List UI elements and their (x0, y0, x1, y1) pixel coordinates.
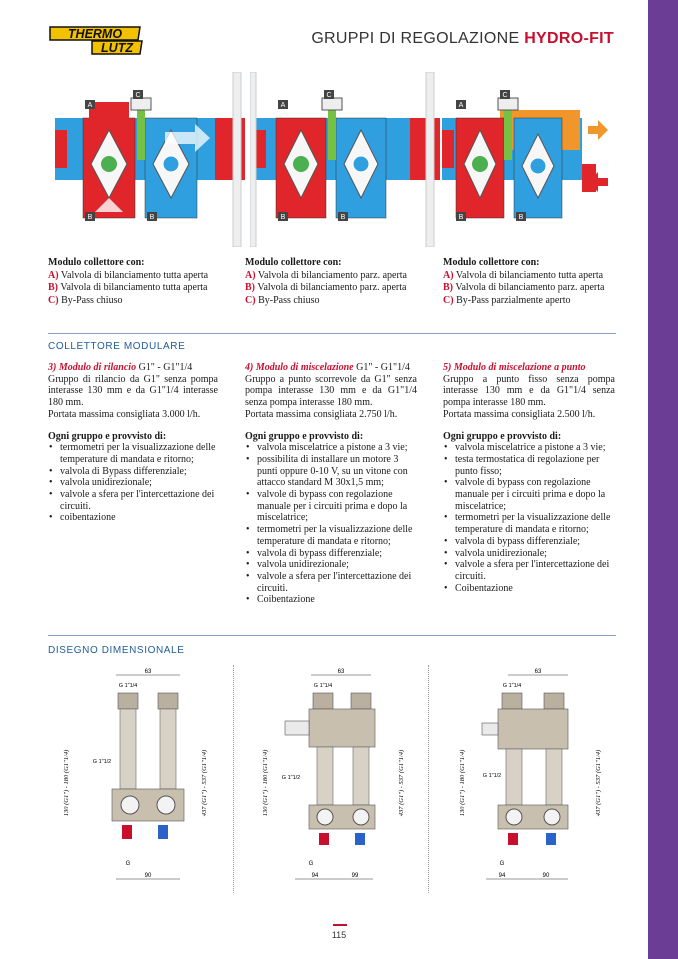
svg-text:G 1"1/4: G 1"1/4 (118, 683, 138, 689)
svg-text:437 (G1") - 537 (G1"1/4): 437 (G1") - 537 (G1"1/4) (201, 749, 208, 817)
svg-text:G 1"1/4: G 1"1/4 (313, 683, 333, 689)
svg-text:B: B (87, 214, 93, 221)
section-title-disegno: DISEGNO DIMENSIONALE (48, 645, 185, 656)
svg-text:130 (G1") - 180 (G1"1/4): 130 (G1") - 180 (G1"1/4) (63, 749, 70, 817)
module-caption-3: Modulo collettore con: A) Valvola di bilanciamento tutta aperta B) Valvola di bilanciamento parz. aperta C) By-Pass parzialmente aperto (443, 257, 605, 307)
dimension-drawing-1 (56, 665, 216, 897)
svg-text:B: B (458, 214, 464, 221)
svg-text:99: 99 (351, 873, 359, 879)
svg-text:90: 90 (144, 873, 152, 879)
svg-text:G: G (499, 861, 505, 867)
product-4: 4) Modulo di miscelazione G1" - G1"1/4 Gruppo a punto scorrevole da G1" senza pompa interasse 130 mm e da G1"1/4 senza pompa interasse 180 mm. Portata massima consigliata 2.750 l/h. Ogni gruppo e provvisto di: • valvola miscelatrice a pistone a 3 vie; • possibilita di installare un motore 3 punti oppure 0-10 V, su un vitone con attacco standard M 30x1,5 mm; • valvole di bypass con regolazione manuale per i circuiti prima e dopo la miscelatrice; • termometri per la visualizzazione delle temperature di mandata e ritorno; • valvola di bypass differenziale; • valvola unidirezionale; • valvole a sfera per l'intercettazione dei circuiti. • Coibentazione (245, 362, 417, 606)
svg-text:94: 94 (498, 873, 506, 879)
svg-text:B: B (149, 214, 155, 221)
svg-text:B: B (280, 214, 286, 221)
svg-text:B: B (518, 214, 524, 221)
svg-text:G 1"1/2: G 1"1/2 (281, 775, 301, 781)
dimension-drawing-2 (255, 665, 415, 897)
module-caption-2: Modulo collettore con: A) Valvola di bilanciamento parz. aperta B) Valvola di bilanciamento parz. aperta C) By-Pass chiuso (245, 257, 407, 307)
svg-text:63: 63 (534, 669, 542, 675)
svg-text:C: C (326, 92, 332, 99)
sidebar-band (648, 0, 678, 959)
svg-text:A: A (458, 102, 464, 109)
schematic-3 (442, 72, 614, 247)
svg-text:90: 90 (542, 873, 550, 879)
schematic-1 (55, 72, 245, 247)
svg-text:G: G (125, 861, 131, 867)
svg-text:130 (G1") - 180 (G1"1/4): 130 (G1") - 180 (G1"1/4) (459, 749, 466, 817)
module-caption-1: Modulo collettore con: A) Valvola di bilanciamento tutta aperta B) Valvola di bilanciamento tutta aperta C) By-Pass chiuso (48, 257, 209, 307)
svg-text:A: A (280, 102, 286, 109)
section-title-collettore: COLLETTORE MODULARE (48, 341, 186, 352)
svg-text:B: B (340, 214, 346, 221)
svg-text:63: 63 (144, 669, 152, 675)
svg-text:437 (G1") - 537 (G1"1/4): 437 (G1") - 537 (G1"1/4) (595, 749, 602, 817)
drawing-divider (233, 665, 234, 893)
product-5: 5) Modulo di miscelazione a punto Gruppo a punto fisso senza pompa interasse 130 mm e da G1"1/4 senza pompa interasse 180 mm. Portata massima consigliata 2.500 l/h. Ogni gruppo e provvisto di: • valvola miscelatrice a pistone a 3 vie; • testa termostatica di regolazione per punto fisso; • valvole di bypass con regolazione manuale per i circuiti prima e dopo la miscelatrice; • termometri per la visualizzazione delle temperature di mandata e ritorno; • valvola di bypass differenziale; • valvola unidirezionale; • valvole a sfera per l'intercettazione dei circuiti. • Coibentazione (443, 362, 615, 594)
svg-text:G 1"1/4: G 1"1/4 (502, 683, 522, 689)
svg-text:G: G (308, 861, 314, 867)
product-3: 3) Modulo di rilancio G1" - G1"1/4 Gruppo di rilancio da G1" senza pompa interasse 130 mm e da G1"1/4 interasse 180 mm. Portata massima consigliata 3.000 l/h. Ogni gruppo e provvisto di: • termometri per la visualizzazione delle temperature di mandata e ritorno; • valvola di Bypass differenziale; • valvola unidirezionale; • valvole a sfera per l'intercettazione dei circuiti. • coibentazione (48, 362, 218, 524)
page-number-mark (333, 924, 347, 926)
svg-text:LUTZ: LUTZ (101, 41, 133, 55)
svg-text:C: C (502, 92, 508, 99)
svg-text:63: 63 (337, 669, 345, 675)
page-title: GRUPPI DI REGOLAZIONE HYDRO-FIT (311, 30, 614, 47)
svg-text:A: A (87, 102, 93, 109)
svg-text:94: 94 (311, 873, 319, 879)
schematic-2 (250, 72, 440, 247)
drawing-divider (428, 665, 429, 893)
sidebar-label: GRUPPI DI REGOLAZIONE (10, 775, 20, 895)
svg-text:G 1"1/2: G 1"1/2 (482, 773, 502, 779)
svg-text:G 1"1/2: G 1"1/2 (92, 759, 112, 765)
svg-text:130 (G1") - 180 (G1"1/4): 130 (G1") - 180 (G1"1/4) (262, 749, 269, 817)
svg-text:437 (G1") - 537 (G1"1/4): 437 (G1") - 537 (G1"1/4) (398, 749, 405, 817)
svg-text:C: C (135, 92, 141, 99)
page-number: 115 (331, 930, 347, 940)
brand-logo (48, 24, 144, 56)
svg-text:THERMO: THERMO (67, 27, 123, 41)
section-rule-1 (48, 333, 616, 334)
dimension-drawing-3 (452, 665, 612, 897)
section-rule-2 (48, 635, 616, 636)
